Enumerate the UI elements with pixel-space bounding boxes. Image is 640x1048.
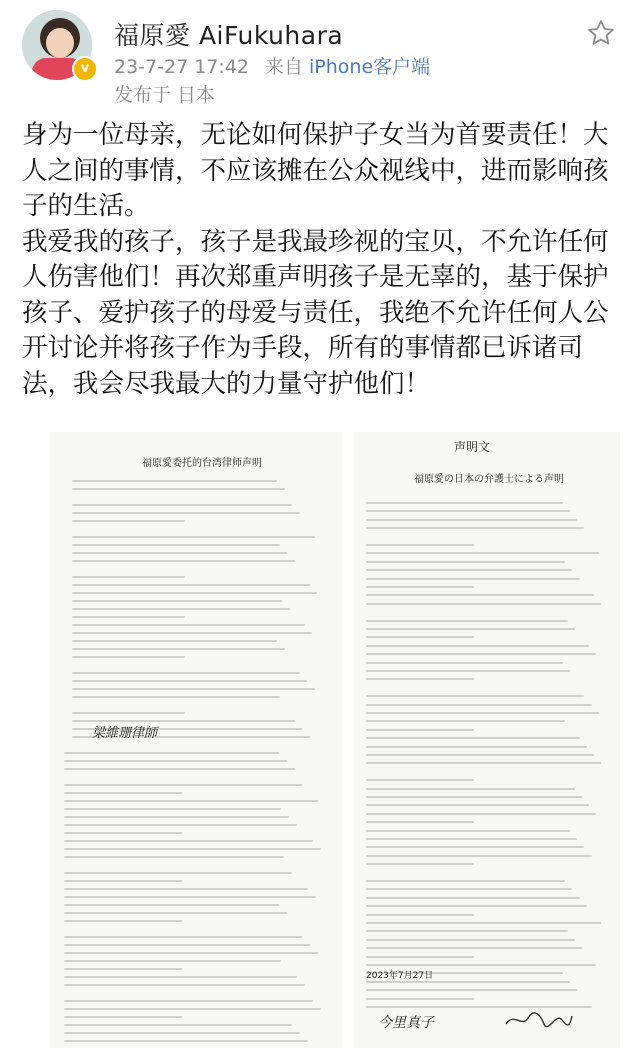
document-text-line [366,586,474,588]
document-text-line [64,944,310,946]
document-title: 福原愛委托的台湾律师声明 [142,458,262,469]
document-text-line [366,804,589,806]
document-text-line [366,678,474,680]
document-text-line [64,760,287,762]
document-text-line [366,578,580,580]
document-date: 2023年7月27日 [366,971,434,981]
document-text-line [366,905,587,907]
document-text-line [366,922,601,924]
verified-badge-icon: v [72,56,98,82]
document-text-line [72,504,292,506]
document-text-line [64,784,302,786]
document-text-line [64,904,279,906]
post-paragraph: 我爱我的孩子，孩子是我最珍视的宝贝，不允许任何人伤害他们！再次郑重声明孩子是无辜的，基于保护孩子、爱护孩子的母爱与责任，我绝不允许任何人公开讨论并将孩子作为手段，所有的事情都已诉诸司法，我会尽我最大的力量守护他们！ [22,226,609,399]
document-subtitle: 福原愛の日本の弁護士による声明 [414,474,564,485]
document-text-line [366,729,474,731]
document-text-line [72,536,315,538]
document-text-line [72,592,317,594]
document-text-line [72,488,285,490]
post-header [0,0,640,110]
document-text-line [72,512,300,514]
document-text-line [366,939,575,941]
document-text-line [366,620,568,622]
document-text-line [64,1032,300,1034]
document-text-line [64,984,305,986]
document-text-line [72,640,277,642]
document-text-line [64,968,182,970]
document-text-line [366,754,594,756]
document-text-line [64,848,321,850]
document-text-line [72,600,282,602]
document-text-line [64,1008,321,1010]
document-text-line [64,768,295,770]
document-text-line [366,628,575,630]
document-text-line [366,930,568,932]
document-text-line [366,998,474,1000]
document-text-line [64,792,182,794]
document-text-line [366,561,565,563]
document-text-line [366,746,587,748]
document-text-line [366,636,474,638]
document-text-line [64,880,182,882]
document-text-line [366,981,570,983]
document-text-line [72,520,185,522]
statement-image-japanese-lawyer[interactable] [354,432,620,1048]
source-client-link[interactable]: iPhone客户端 [309,56,431,78]
document-text-line [72,560,295,562]
document-text-line [72,688,315,690]
document-text-line [72,648,285,650]
document-text-line [72,680,307,682]
document-text-line [366,737,580,739]
document-text-line [366,544,474,546]
source-prefix: 来自 [265,56,304,78]
document-text-line [366,830,570,832]
star-outline-icon[interactable] [586,18,616,56]
document-text-line [64,1040,308,1042]
document-text-line [64,952,318,954]
document-text-line [64,960,281,962]
document-text-line [72,552,287,554]
document-text-line [366,1006,592,1008]
document-text-line [72,584,310,586]
signer-name: 今里真子 [378,1015,434,1031]
document-text-line [72,696,280,698]
document-text-line [366,569,572,571]
document-text-line [64,872,292,874]
document-text-line [64,856,284,858]
post-timestamp: 23-7-27 17:42 [114,56,249,78]
user-name[interactable]: 福原愛 AiFukuhara [114,21,344,50]
document-text-line [64,832,182,834]
document-text-line [366,846,584,848]
document-text-line [366,813,596,815]
document-text-line [72,576,185,578]
document-text-line [366,863,474,865]
document-text-line [72,712,185,714]
document-text-line [366,662,563,664]
document-text-line [64,824,297,826]
document-text-line [64,800,318,802]
document-text-line [366,527,584,529]
document-text-line [64,1000,313,1002]
document-text-line [366,989,577,991]
document-text-line [366,821,474,823]
post-meta [114,52,430,79]
document-text-line [366,502,563,504]
document-text-line [64,816,289,818]
document-text-line [72,656,185,658]
document-text-line [64,888,308,890]
document-text-line [366,645,589,647]
document-text-line [366,964,596,966]
document-text-line [64,936,302,938]
attached-images [30,432,620,1048]
signature-scribble-icon [504,1010,574,1034]
document-text-line [72,544,280,546]
document-text-line [366,603,601,605]
document-text-line [366,947,582,949]
document-text-line [72,624,305,626]
document-text-line [366,695,584,697]
document-text-line [366,720,565,722]
post-paragraph: 身为一位母亲，无论如何保护子女当为首要责任！大人之间的事情，不应该摊在公众视线中，进而影响孩子的生活。 [22,120,609,221]
document-text-line [366,704,592,706]
signature: 梁維珊律師 [92,726,158,741]
document-text-line [64,1016,182,1018]
document-text-line [366,796,582,798]
document-text-line [72,672,300,674]
document-text-line [366,653,596,655]
document-text-line [366,880,565,882]
document-text-line [366,888,572,890]
document-text-line [366,510,570,512]
document-text-line [366,914,474,916]
document-text-line [64,976,297,978]
document-text-line [366,594,594,596]
document-text-line [72,632,312,634]
document-text-line [366,788,575,790]
document-text-line [72,480,277,482]
post-body [22,118,622,402]
document-text-line [366,855,592,857]
document-text-line [64,920,182,922]
document-header: 声明文 [454,440,491,454]
document-text-line [366,762,601,764]
document-text-line [366,712,599,714]
document-text-line [72,608,290,610]
post-location: 发布于 日本 [114,84,216,106]
document-text-line [366,897,580,899]
document-text-line [72,616,185,618]
document-text-line [64,840,313,842]
document-text-line [366,838,577,840]
document-text-line [366,552,599,554]
document-text-line [64,752,279,754]
document-text-line [366,519,577,521]
document-text-line [64,912,287,914]
document-text-line [64,896,316,898]
document-text-line [366,956,474,958]
document-text-line [64,1024,292,1026]
document-text-line [366,670,570,672]
document-text-line [366,779,474,781]
document-text-line [64,808,281,810]
statement-image-taiwan-lawyer[interactable] [50,432,342,1048]
